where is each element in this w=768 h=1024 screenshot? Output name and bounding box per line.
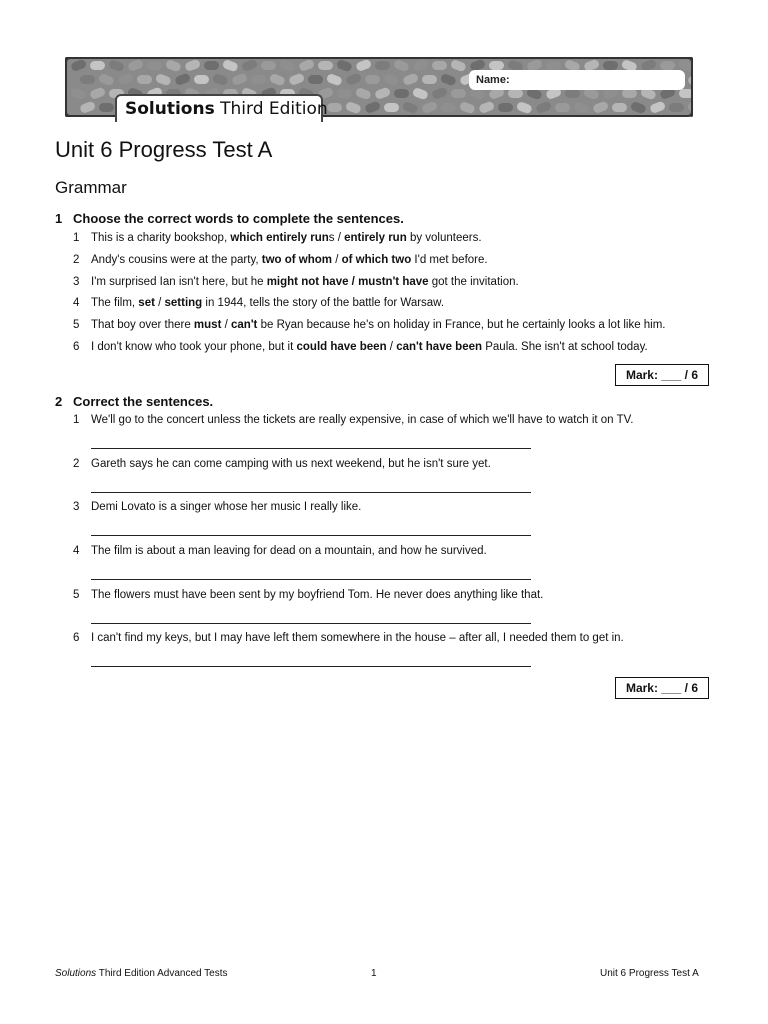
sentence-text: in 1944, tells the story of the battle for Warsaw.: [202, 297, 445, 309]
banner-pill: [489, 61, 504, 70]
banner-pill: [384, 103, 399, 112]
exercise-2-item: [73, 414, 633, 426]
page-title: Unit 6 Progress Test A: [55, 137, 273, 162]
exercise-2-item: [73, 545, 487, 557]
exercise-1-item: [73, 341, 648, 353]
answer-option: can't: [231, 319, 258, 331]
sentence-text: /: [332, 254, 342, 266]
banner-pill: [90, 61, 105, 70]
banner-pill: [422, 75, 437, 84]
sentence-text: Paula. She isn't at school today.: [482, 341, 648, 353]
answer-option: must: [193, 319, 222, 331]
answer-line[interactable]: [91, 666, 531, 667]
footer-page-number: 1: [371, 968, 377, 979]
item-number: 3: [73, 276, 80, 288]
sentence-text: Andy's cousins were at the party,: [91, 254, 262, 266]
banner-pill: [308, 75, 323, 84]
sentence-text: I'd met before.: [411, 254, 488, 266]
sentence-text: got the invitation.: [428, 276, 519, 288]
sentence-text: Gareth says he can come camping with us next weekend, but he isn't sure yet.: [91, 458, 491, 470]
exercise-1-heading: [55, 211, 404, 226]
sentence-text: This is a charity bookshop,: [91, 232, 231, 244]
item-number: 5: [73, 319, 80, 331]
item-number: 4: [73, 545, 80, 557]
banner-pill: [137, 75, 152, 84]
answer-option: could have been: [296, 341, 387, 353]
banner-pill: [660, 61, 675, 70]
sentence-text: The film is about a man leaving for dead on a mountain, and how he survived.: [91, 545, 487, 557]
logo-rest: Third Edition: [214, 99, 328, 119]
sentence-text: The film,: [91, 297, 139, 309]
sentence-text: We'll go to the concert unless the tickets are really expensive, in case of which we'll have to watch it on TV.: [91, 414, 634, 426]
item-number: 2: [73, 254, 80, 266]
section-title: Grammar: [55, 178, 127, 197]
answer-line[interactable]: [91, 535, 531, 536]
banner-pill: [375, 61, 390, 70]
banner-pill: [337, 89, 352, 98]
sentence-text: /: [386, 341, 397, 353]
logo: [115, 94, 328, 122]
sentence-text: That boy over there: [91, 319, 194, 331]
banner-pill: [546, 61, 561, 70]
exercise-1-number: 1: [55, 211, 63, 226]
banner-pill: [603, 61, 618, 70]
sentence-text: be Ryan because he's on holiday in France, but he certainly looks a lot like him.: [257, 319, 666, 331]
banner-pill: [99, 103, 114, 112]
banner-pill: [565, 89, 580, 98]
banner-pill: [451, 89, 466, 98]
item-number: 5: [73, 589, 80, 601]
answer-line[interactable]: [91, 623, 531, 624]
exercise-1-mark: Mark: ___ / 6: [615, 364, 709, 386]
item-number: 1: [73, 232, 80, 244]
sentence-text: /: [334, 232, 345, 244]
footer-left: [55, 968, 228, 979]
answer-option: setting: [164, 297, 203, 309]
sentence-text: s: [328, 232, 335, 244]
item-number: 3: [73, 501, 80, 513]
banner-pill: [365, 75, 380, 84]
footer-left-italic: Solutions: [55, 968, 97, 979]
banner-pill: [555, 103, 570, 112]
banner-pill: [204, 61, 219, 70]
banner-pill: [261, 61, 276, 70]
exercise-1-item: [73, 254, 488, 266]
exercise-2-heading: [55, 394, 213, 409]
exercise-2-number: 2: [55, 394, 63, 409]
exercise-2-item: [73, 589, 543, 601]
sentence-text: I don't know who took your phone, but it: [91, 341, 297, 353]
banner-pill: [508, 89, 523, 98]
answer-option: can't have been: [396, 341, 483, 353]
banner-pill: [669, 103, 684, 112]
banner-pill: [251, 75, 266, 84]
banner-pill: [147, 61, 162, 70]
exercise-1-item: [73, 297, 444, 309]
footer-left-rest: Third Edition Advanced Tests: [96, 968, 228, 979]
item-number: 6: [73, 632, 80, 644]
name-field[interactable]: [469, 70, 685, 90]
banner-pill: [679, 89, 693, 98]
answer-option: might not have / mustn't have: [266, 276, 429, 288]
exercise-2-mark: Mark: ___ / 6: [615, 677, 709, 699]
item-number: 6: [73, 341, 80, 353]
banner-pill: [498, 103, 513, 112]
answer-option: set: [138, 297, 155, 309]
sentence-text: Demi Lovato is a singer whose her music I really like.: [91, 501, 362, 513]
exercise-1-item: [73, 319, 666, 331]
answer-option: two of whom: [261, 254, 332, 266]
sentence-text: /: [221, 319, 231, 331]
sentence-text: I'm surprised Ian isn't here, but he: [91, 276, 267, 288]
banner-pill: [394, 89, 409, 98]
answer-option: entirely run: [344, 232, 407, 244]
banner-pill: [622, 89, 637, 98]
exercise-2-item: [73, 501, 361, 513]
exercise-1-item: [73, 276, 519, 288]
answer-option: of which two: [341, 254, 412, 266]
sentence-text: The flowers must have been sent by my boyfriend Tom. He never does anything like that.: [91, 589, 544, 601]
exercise-1-instruction: Choose the correct words to complete the sentences.: [73, 211, 404, 226]
banner-pill: [432, 61, 447, 70]
answer-line[interactable]: [91, 492, 531, 493]
banner-pill: [194, 75, 209, 84]
sentence-text: /: [154, 297, 165, 309]
item-number: 1: [73, 414, 80, 426]
banner-pill: [80, 75, 95, 84]
sentence-text: I can't find my keys, but I may have left them somewhere in the house – after all, I needed them to get in.: [91, 632, 624, 644]
item-number: 2: [73, 458, 80, 470]
banner-pill: [327, 103, 342, 112]
logo-bold: Solutions: [125, 99, 215, 119]
answer-line[interactable]: [91, 448, 531, 449]
sentence-text: by volunteers.: [406, 232, 482, 244]
exercise-1-item: [73, 232, 482, 244]
answer-line[interactable]: [91, 579, 531, 580]
footer-right: Unit 6 Progress Test A: [600, 968, 699, 979]
banner-pill: [441, 103, 456, 112]
item-number: 4: [73, 297, 80, 309]
exercise-2-instruction: Correct the sentences.: [73, 394, 214, 409]
banner-pill: [612, 103, 627, 112]
banner-pill: [318, 61, 333, 70]
exercise-2-item: [73, 458, 491, 470]
exercise-2-item: [73, 632, 624, 644]
name-label: Name:: [476, 74, 510, 86]
answer-option: which entirely run: [230, 232, 329, 244]
